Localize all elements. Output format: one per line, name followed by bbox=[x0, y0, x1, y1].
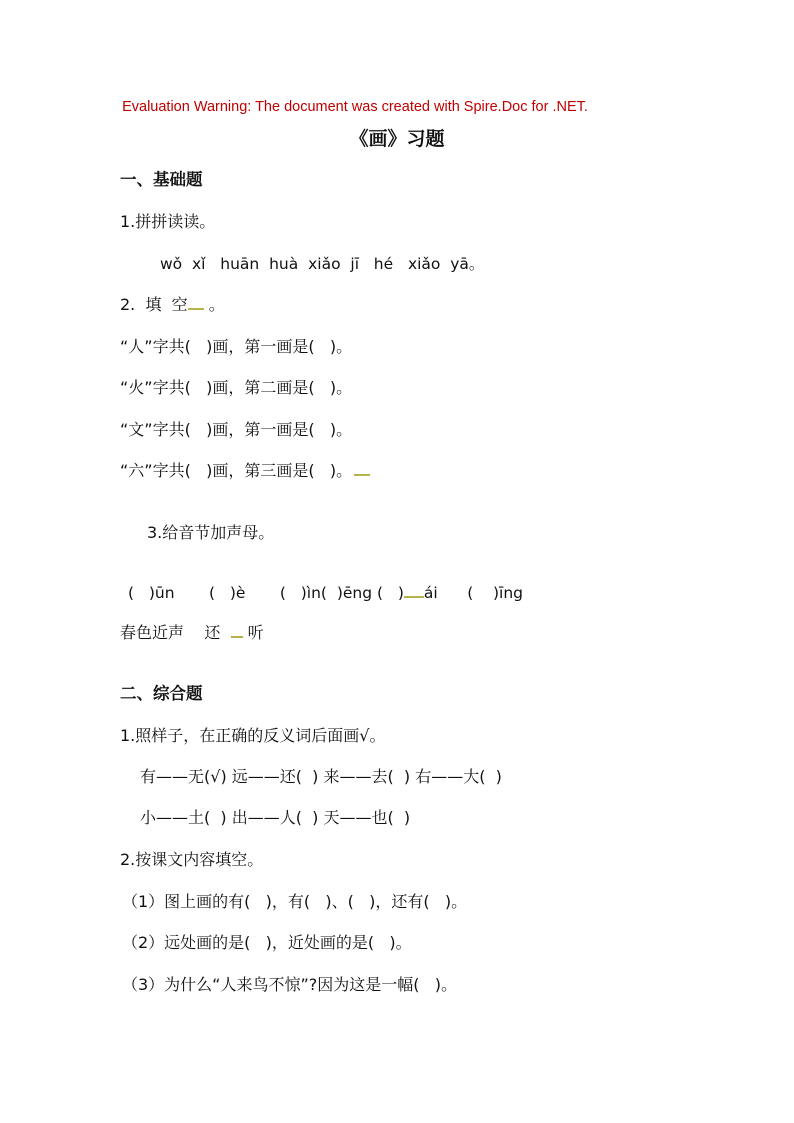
pinyin-line: wǒ xǐ huān huà xiǎo jī hé xiǎo yā。 bbox=[160, 255, 485, 273]
stroke-count-text: “六”字共( )画，第三画是( )。 bbox=[120, 461, 353, 480]
stroke-count-line: “文”字共( )画，第一画是( )。 bbox=[120, 420, 353, 439]
blank-underline bbox=[404, 584, 424, 598]
syllable-blanks-b: ái ( )īng bbox=[423, 584, 524, 602]
word-bank-line bbox=[120, 623, 264, 643]
syllable-blanks-line bbox=[128, 583, 523, 603]
question-2-label bbox=[120, 295, 225, 315]
question-3-label: 3.给音节加声母。 bbox=[147, 523, 275, 542]
stroke-count-line: “火”字共( )画，第二画是( )。 bbox=[120, 378, 353, 397]
fill-blank-item: （2）远处画的是( )，近处画的是( )。 bbox=[122, 933, 412, 952]
section-heading-comprehensive: 二、综合题 bbox=[120, 684, 203, 703]
fill-blank-question-label: 2.按课文内容填空。 bbox=[120, 850, 264, 869]
antonym-question-label: 1.照样子，在正确的反义词后面画√。 bbox=[120, 726, 386, 745]
blank-underline bbox=[354, 462, 370, 476]
question-2-suffix: 。 bbox=[203, 295, 225, 314]
question-2-prefix: 2. 填 空 bbox=[120, 295, 188, 314]
fill-blank-item: （1）图上画的有( )，有( )、( )，还有( )。 bbox=[122, 892, 468, 911]
page-title: 《画》习题 bbox=[349, 128, 445, 150]
question-1-label: 1.拼拼读读。 bbox=[120, 212, 216, 231]
blank-underline bbox=[188, 296, 204, 310]
word-bank-b: 听 bbox=[242, 623, 264, 642]
stroke-count-line: “人”字共( )画，第一画是( )。 bbox=[120, 337, 353, 356]
antonym-row: 有——无(√) 远——还( ) 来——去( ) 右——大( ) bbox=[140, 767, 502, 786]
word-bank-a: 春色近声 还 bbox=[120, 623, 231, 642]
section-heading-basic: 一、基础题 bbox=[120, 170, 203, 189]
antonym-row: 小——土( ) 出——人( ) 天——也( ) bbox=[140, 808, 411, 827]
blank-underline bbox=[231, 624, 243, 638]
evaluation-warning: Evaluation Warning: The document was created with Spire.Doc for .NET. bbox=[122, 99, 588, 115]
stroke-count-line bbox=[120, 461, 370, 481]
fill-blank-item: （3）为什么“人来鸟不惊”?因为这是一幅( )。 bbox=[122, 975, 457, 994]
syllable-blanks-a: ( )ūn ( )è ( )ìn( )ēng ( ) bbox=[128, 584, 404, 602]
